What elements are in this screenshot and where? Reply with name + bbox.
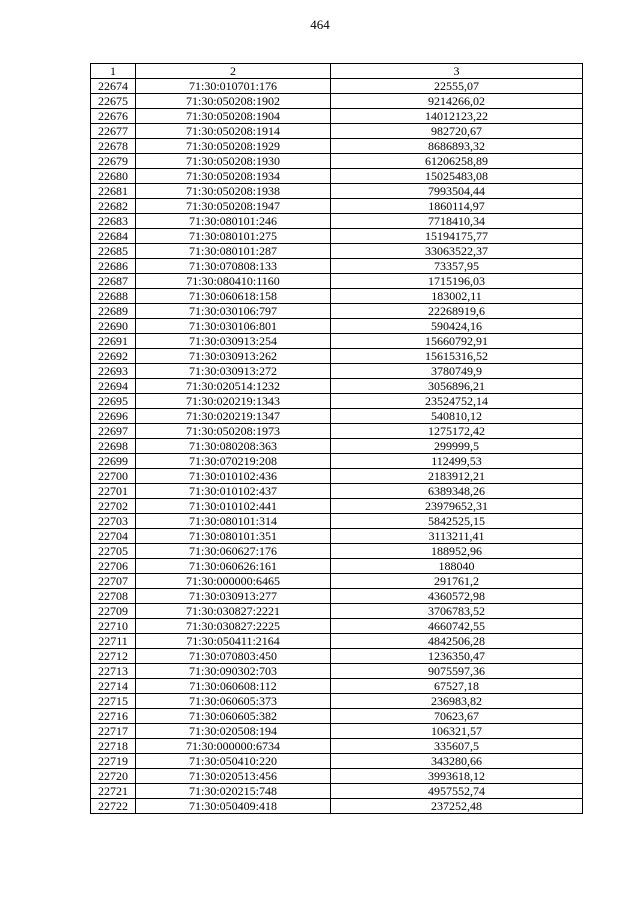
row-number-cell: 22680	[91, 169, 136, 184]
table-row	[91, 664, 583, 679]
row-number-cell: 22675	[91, 94, 136, 109]
value-cell: 2183912,21	[331, 469, 583, 484]
table-row	[91, 709, 583, 724]
cadastral-number-cell: 71:30:050410:220	[136, 754, 331, 769]
cadastral-number-cell: 71:30:060618:158	[136, 289, 331, 304]
value-cell: 15615316,52	[331, 349, 583, 364]
value-cell: 14012123,22	[331, 109, 583, 124]
cadastral-number-cell: 71:30:050208:1914	[136, 124, 331, 139]
cadastral-number-cell: 71:30:080101:246	[136, 214, 331, 229]
row-number-cell: 22691	[91, 334, 136, 349]
cadastral-number-cell: 71:30:060626:161	[136, 559, 331, 574]
row-number-cell: 22704	[91, 529, 136, 544]
table-row	[91, 619, 583, 634]
table-row	[91, 454, 583, 469]
table-row	[91, 319, 583, 334]
value-cell: 70623,67	[331, 709, 583, 724]
cadastral-value-table	[90, 63, 583, 814]
table-row	[91, 334, 583, 349]
cadastral-number-cell: 71:30:010102:436	[136, 469, 331, 484]
value-cell: 61206258,89	[331, 154, 583, 169]
value-cell: 73357,95	[331, 259, 583, 274]
cadastral-number-cell: 71:30:020513:456	[136, 769, 331, 784]
value-cell: 15025483,08	[331, 169, 583, 184]
cadastral-number-cell: 71:30:060627:176	[136, 544, 331, 559]
cadastral-number-cell: 71:30:070803:450	[136, 649, 331, 664]
row-number-cell: 22714	[91, 679, 136, 694]
row-number-cell: 22708	[91, 589, 136, 604]
value-cell: 6389348,26	[331, 484, 583, 499]
row-number-cell: 22692	[91, 349, 136, 364]
row-number-cell: 22709	[91, 604, 136, 619]
row-number-cell: 22710	[91, 619, 136, 634]
row-number-cell: 22698	[91, 439, 136, 454]
cadastral-number-cell: 71:30:050208:1934	[136, 169, 331, 184]
value-cell: 236983,82	[331, 694, 583, 709]
value-cell: 4957552,74	[331, 784, 583, 799]
cadastral-number-cell: 71:30:010102:441	[136, 499, 331, 514]
cadastral-number-cell: 71:30:000000:6734	[136, 739, 331, 754]
row-number-cell: 22690	[91, 319, 136, 334]
value-cell: 3056896,21	[331, 379, 583, 394]
cadastral-number-cell: 71:30:060605:373	[136, 694, 331, 709]
table-row	[91, 784, 583, 799]
row-number-cell: 22694	[91, 379, 136, 394]
cadastral-number-cell: 71:30:050208:1938	[136, 184, 331, 199]
table-row	[91, 634, 583, 649]
cadastral-number-cell: 71:30:050208:1973	[136, 424, 331, 439]
value-cell: 188952,96	[331, 544, 583, 559]
value-cell: 1275172,42	[331, 424, 583, 439]
table-row	[91, 769, 583, 784]
table-row	[91, 499, 583, 514]
value-cell: 15660792,91	[331, 334, 583, 349]
table-row	[91, 109, 583, 124]
table-row	[91, 529, 583, 544]
table-row	[91, 154, 583, 169]
row-number-cell: 22683	[91, 214, 136, 229]
cadastral-number-cell: 71:30:050208:1902	[136, 94, 331, 109]
table-header-row	[91, 64, 583, 79]
column-header-2: 2	[136, 64, 331, 79]
table-row	[91, 694, 583, 709]
table-row	[91, 139, 583, 154]
value-cell: 8686893,32	[331, 139, 583, 154]
cadastral-number-cell: 71:30:030913:272	[136, 364, 331, 379]
table-row	[91, 364, 583, 379]
value-cell: 982720,67	[331, 124, 583, 139]
table-row	[91, 259, 583, 274]
row-number-cell: 22718	[91, 739, 136, 754]
value-cell: 1236350,47	[331, 649, 583, 664]
column-header-3: 3	[331, 64, 583, 79]
row-number-cell: 22712	[91, 649, 136, 664]
value-cell: 67527,18	[331, 679, 583, 694]
value-cell: 291761,2	[331, 574, 583, 589]
value-cell: 4660742,55	[331, 619, 583, 634]
value-cell: 23524752,14	[331, 394, 583, 409]
cadastral-number-cell: 71:30:020514:1232	[136, 379, 331, 394]
table-row	[91, 229, 583, 244]
table-row	[91, 304, 583, 319]
row-number-cell: 22706	[91, 559, 136, 574]
row-number-cell: 22720	[91, 769, 136, 784]
value-cell: 33063522,37	[331, 244, 583, 259]
table-row	[91, 724, 583, 739]
table-row	[91, 574, 583, 589]
table-row	[91, 604, 583, 619]
cadastral-number-cell: 71:30:020219:1343	[136, 394, 331, 409]
value-cell: 3780749,9	[331, 364, 583, 379]
table-row	[91, 79, 583, 94]
table-row	[91, 799, 583, 814]
row-number-cell: 22681	[91, 184, 136, 199]
table-row	[91, 379, 583, 394]
table-row	[91, 184, 583, 199]
value-cell: 4842506,28	[331, 634, 583, 649]
table-row	[91, 544, 583, 559]
cadastral-number-cell: 71:30:080410:1160	[136, 274, 331, 289]
table-row	[91, 469, 583, 484]
cadastral-number-cell: 71:30:070219:208	[136, 454, 331, 469]
row-number-cell: 22716	[91, 709, 136, 724]
row-number-cell: 22676	[91, 109, 136, 124]
table-row	[91, 424, 583, 439]
cadastral-number-cell: 71:30:080101:314	[136, 514, 331, 529]
cadastral-number-cell: 71:30:000000:6465	[136, 574, 331, 589]
row-number-cell: 22702	[91, 499, 136, 514]
cadastral-number-cell: 71:30:020508:194	[136, 724, 331, 739]
table-row	[91, 94, 583, 109]
row-number-cell: 22707	[91, 574, 136, 589]
value-cell: 112499,53	[331, 454, 583, 469]
table-body	[91, 79, 583, 814]
table-row	[91, 124, 583, 139]
cadastral-number-cell: 71:30:030106:797	[136, 304, 331, 319]
cadastral-number-cell: 71:30:010701:176	[136, 79, 331, 94]
value-cell: 299999,5	[331, 439, 583, 454]
cadastral-number-cell: 71:30:030106:801	[136, 319, 331, 334]
row-number-cell: 22697	[91, 424, 136, 439]
cadastral-number-cell: 71:30:080101:351	[136, 529, 331, 544]
table-row	[91, 439, 583, 454]
cadastral-number-cell: 71:30:030913:254	[136, 334, 331, 349]
value-cell: 22555,07	[331, 79, 583, 94]
table-row	[91, 214, 583, 229]
cadastral-number-cell: 71:30:030913:262	[136, 349, 331, 364]
value-cell: 343280,66	[331, 754, 583, 769]
page-number: 464	[310, 17, 330, 32]
value-cell: 23979652,31	[331, 499, 583, 514]
cadastral-number-cell: 71:30:060605:382	[136, 709, 331, 724]
row-number-cell: 22696	[91, 409, 136, 424]
value-cell: 15194175,77	[331, 229, 583, 244]
table-row	[91, 559, 583, 574]
table-row	[91, 169, 583, 184]
cadastral-number-cell: 71:30:060608:112	[136, 679, 331, 694]
table-row	[91, 679, 583, 694]
row-number-cell: 22688	[91, 289, 136, 304]
cadastral-number-cell: 71:30:030913:277	[136, 589, 331, 604]
table-row	[91, 289, 583, 304]
value-cell: 106321,57	[331, 724, 583, 739]
value-cell: 5842525,15	[331, 514, 583, 529]
table-row	[91, 244, 583, 259]
value-cell: 9075597,36	[331, 664, 583, 679]
value-cell: 9214266,02	[331, 94, 583, 109]
cadastral-number-cell: 71:30:080208:363	[136, 439, 331, 454]
row-number-cell: 22695	[91, 394, 136, 409]
row-number-cell: 22703	[91, 514, 136, 529]
table-row	[91, 349, 583, 364]
cadastral-number-cell: 71:30:050411:2164	[136, 634, 331, 649]
row-number-cell: 22711	[91, 634, 136, 649]
value-cell: 590424,16	[331, 319, 583, 334]
row-number-cell: 22705	[91, 544, 136, 559]
row-number-cell: 22722	[91, 799, 136, 814]
value-cell: 7718410,34	[331, 214, 583, 229]
value-cell: 1715196,03	[331, 274, 583, 289]
cadastral-number-cell: 71:30:090302:703	[136, 664, 331, 679]
row-number-cell: 22699	[91, 454, 136, 469]
row-number-cell: 22717	[91, 724, 136, 739]
cadastral-number-cell: 71:30:030827:2221	[136, 604, 331, 619]
cadastral-number-cell: 71:30:050409:418	[136, 799, 331, 814]
cadastral-number-cell: 71:30:080101:287	[136, 244, 331, 259]
cadastral-number-cell: 71:30:030827:2225	[136, 619, 331, 634]
table-row	[91, 514, 583, 529]
cadastral-number-cell: 71:30:010102:437	[136, 484, 331, 499]
row-number-cell: 22685	[91, 244, 136, 259]
value-cell: 540810,12	[331, 409, 583, 424]
value-cell: 3993618,12	[331, 769, 583, 784]
cadastral-number-cell: 71:30:050208:1947	[136, 199, 331, 214]
value-cell: 1860114,97	[331, 199, 583, 214]
value-cell: 3113211,41	[331, 529, 583, 544]
row-number-cell: 22682	[91, 199, 136, 214]
value-cell: 22268919,6	[331, 304, 583, 319]
cadastral-number-cell: 71:30:080101:275	[136, 229, 331, 244]
cadastral-number-cell: 71:30:050208:1904	[136, 109, 331, 124]
row-number-cell: 22701	[91, 484, 136, 499]
row-number-cell: 22715	[91, 694, 136, 709]
row-number-cell: 22684	[91, 229, 136, 244]
row-number-cell: 22700	[91, 469, 136, 484]
row-number-cell: 22674	[91, 79, 136, 94]
value-cell: 7993504,44	[331, 184, 583, 199]
value-cell: 4360572,98	[331, 589, 583, 604]
cadastral-number-cell: 71:30:050208:1929	[136, 139, 331, 154]
table-row	[91, 754, 583, 769]
table-row	[91, 649, 583, 664]
row-number-cell: 22713	[91, 664, 136, 679]
cadastral-number-cell: 71:30:050208:1930	[136, 154, 331, 169]
table-row	[91, 199, 583, 214]
table-row	[91, 274, 583, 289]
row-number-cell: 22693	[91, 364, 136, 379]
row-number-cell: 22687	[91, 274, 136, 289]
table-row	[91, 409, 583, 424]
value-cell: 188040	[331, 559, 583, 574]
row-number-cell: 22719	[91, 754, 136, 769]
table-row	[91, 589, 583, 604]
row-number-cell: 22721	[91, 784, 136, 799]
value-cell: 183002,11	[331, 289, 583, 304]
row-number-cell: 22686	[91, 259, 136, 274]
table-row	[91, 394, 583, 409]
row-number-cell: 22677	[91, 124, 136, 139]
cadastral-number-cell: 71:30:020219:1347	[136, 409, 331, 424]
value-cell: 335607,5	[331, 739, 583, 754]
column-header-1: 1	[91, 64, 136, 79]
value-cell: 3706783,52	[331, 604, 583, 619]
row-number-cell: 22689	[91, 304, 136, 319]
cadastral-number-cell: 71:30:070808:133	[136, 259, 331, 274]
row-number-cell: 22679	[91, 154, 136, 169]
value-cell: 237252,48	[331, 799, 583, 814]
cadastral-number-cell: 71:30:020215:748	[136, 784, 331, 799]
table-row	[91, 484, 583, 499]
table-row	[91, 739, 583, 754]
row-number-cell: 22678	[91, 139, 136, 154]
